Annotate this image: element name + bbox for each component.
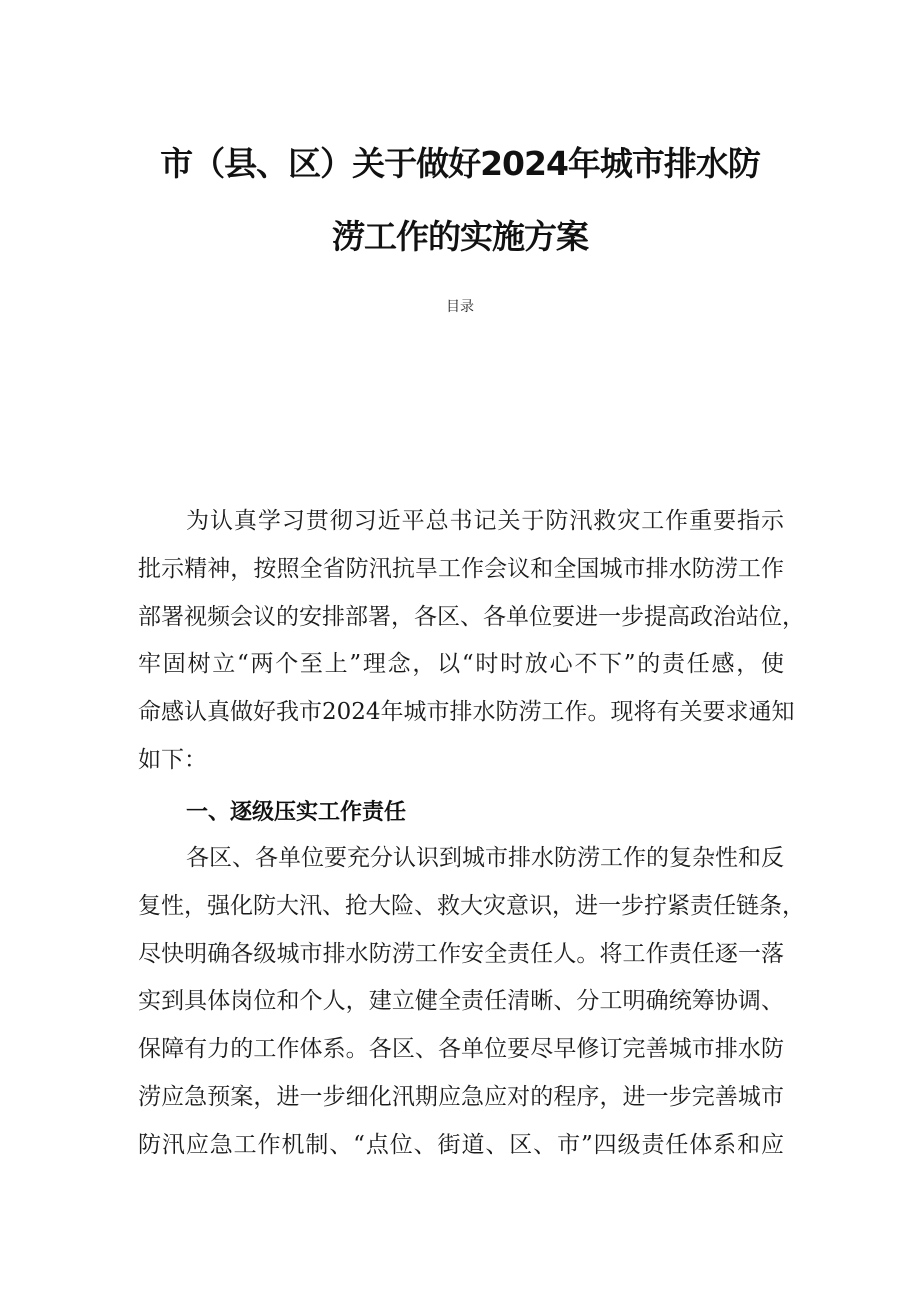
paragraph-line: 保障有力的工作体系。各区、各单位要尽早修订完善城市排水防 <box>138 1036 784 1063</box>
paragraph-line: 部署视频会议的安排部署，各区、各单位要进一步提高政治站位， <box>138 603 805 630</box>
section-paragraph <box>138 835 805 1170</box>
paragraph-line: 批示精神，按照全省防汛抗旱工作会议和全国城市排水防涝工作 <box>138 555 784 582</box>
paragraph-line: 为认真学习贯彻习近平总书记关于防汛救灾工作重要指示 <box>186 508 784 534</box>
intro-paragraph <box>138 498 805 785</box>
paragraph-line: 命感认真做好我市2024年城市排水防涝工作。现将有关要求通知 <box>138 699 795 726</box>
paragraph-line: 复性，强化防大汛、抢大险、救大灾意识，进一步拧紧责任链条， <box>138 892 805 919</box>
paragraph-line: 牢固树立“两个至上”理念，以“时时放心不下”的责任感，使 <box>138 651 784 678</box>
paragraph-line: 各区、各单位要充分认识到城市排水防涝工作的复杂性和反 <box>186 845 784 871</box>
paragraph-line: 如下： <box>138 746 207 773</box>
document-title-line-1: 市（县、区）关于做好2024年城市排水防 <box>160 144 760 183</box>
paragraph-line: 防汛应急工作机制、“点位、街道、区、市”四级责任体系和应 <box>138 1131 784 1158</box>
paragraph-line: 尽快明确各级城市排水防涝工作安全责任人。将工作责任逐一落 <box>138 940 784 967</box>
table-of-contents-label: 目录 <box>446 299 474 315</box>
section-heading: 一、逐级压实工作责任 <box>186 800 407 825</box>
paragraph-line: 涝应急预案，进一步细化汛期应急应对的程序，进一步完善城市 <box>138 1083 784 1110</box>
document-title-line-2: 涝工作的实施方案 <box>332 217 588 256</box>
paragraph-line: 实到具体岗位和个人，建立健全责任清晰、分工明确统筹协调、 <box>138 988 784 1015</box>
